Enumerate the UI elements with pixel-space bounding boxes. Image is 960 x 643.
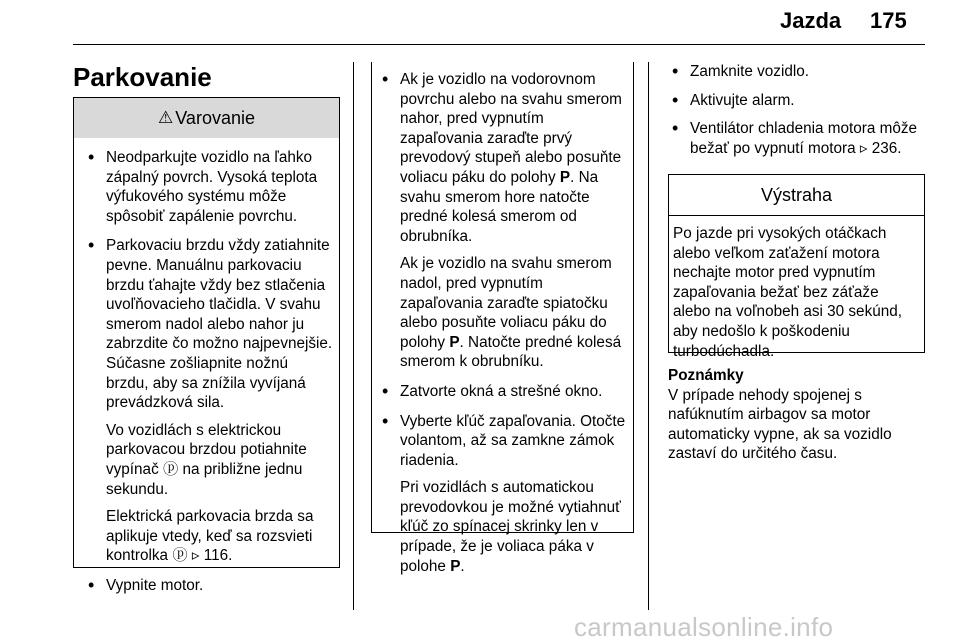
warning-paragraph: Elektrická parkovacia brzda sa aplikuje vtedy, keď sa rozsvieti kontrolka ⓟ ▹ 116. bbox=[106, 508, 314, 565]
section-title: Parkovanie bbox=[73, 62, 212, 92]
instruction-paragraph: • Vyberte kľúč zapaľovania. Otočte volantom, až sa zamkne zámok riadenia. bbox=[400, 412, 626, 469]
right-item: • Ventilátor chladenia motora môže bežať po vypnutí motora ▹ 236. bbox=[668, 119, 928, 158]
instruction-paragraph: Pri vozidlách s automatickou prevodovkou je možné vytiahnuť kľúč zo spínacej skrinky len v prípade, že je voliaca páka v polohe P. bbox=[400, 479, 621, 575]
page-header-title: Jazda bbox=[780, 8, 842, 33]
instruction-paragraph: Ak je vozidlo na svahu smerom nadol, pred vypnutím zapaľovania zaraďte spiatočku alebo posuňte voliacu páku do polohy P. Natočte predné kolesá smerom k obrubníku. bbox=[400, 255, 622, 371]
page-number: 175 bbox=[870, 8, 907, 33]
caution-box-text: Po jazde pri vysokých otáčkach alebo veľkom zaťažení motora nechajte motor pred vypnutím zapaľovania bežať bez záťaže alebo na voľnobeh asi 30 sekúnd, aby nedošlo k poškodeniu turbodúchadla. bbox=[673, 225, 902, 360]
right-column-list bbox=[668, 62, 928, 167]
warning-box-title: Varovanie bbox=[175, 107, 255, 128]
instructions-box bbox=[371, 62, 634, 575]
instruction-item bbox=[378, 70, 629, 372]
warning-paragraph: Vo vozidlách s elektrickou parkovacou brzdou potiahnite vypínač ⓟ na približne jednu sekundu. bbox=[106, 421, 307, 498]
column-divider-left bbox=[353, 62, 354, 610]
instruction-paragraph: • Ak je vozidlo na vodorovnom povrchu alebo na svahu smerom nahor, pred vypnutím zapaľovania zaraďte prvý prevodový stupeň alebo posuňte voliacu páku do polohy P. Na svahu smerom hore natočte predné kolesá smerom od obrubníka. bbox=[400, 71, 622, 245]
caution-box bbox=[668, 174, 925, 360]
warning-item bbox=[84, 236, 333, 566]
warning-box-header bbox=[74, 97, 339, 138]
warning-box bbox=[73, 97, 340, 594]
warning-paragraph: • Parkovaciu brzdu vždy zatiahnite pevne. Manuálnu parkovaciu brzdu ťahajte vždy bez stlačenia uvoľňovacieho tlačidla. V svahu smerom nadol alebo nahor ju zabrzdite čo možno najpevnejšie. Súčasne zošliapnite nožnú brzdu, aby sa znížila vyvíjaná prevádzková sila. bbox=[106, 237, 333, 412]
right-item: • Aktivujte alarm. bbox=[668, 91, 928, 111]
notes-section bbox=[668, 366, 928, 464]
instruction-item: • Zatvorte okná a strešné okno. bbox=[378, 382, 629, 402]
right-item: • Zamknite vozidlo. bbox=[668, 62, 928, 82]
column-divider-right bbox=[648, 62, 649, 610]
watermark: carmanualsonline.info bbox=[574, 612, 834, 642]
instruction-item bbox=[378, 412, 629, 577]
notes-text: V prípade nehody spojenej s nafúknutím airbagov sa motor automaticky vypne, ak sa vozidlo zastaví do určitého času. bbox=[668, 386, 892, 463]
warning-item: • Vypnite motor. bbox=[84, 576, 333, 596]
caution-box-title: Výstraha bbox=[669, 175, 924, 216]
warning-triangle-icon: ⚠ bbox=[158, 108, 174, 127]
notes-title: Poznámky bbox=[668, 367, 744, 384]
warning-item: • Neodparkujte vozidlo na ľahko zápalný povrch. Vysoká teplota výfukového systému môže spôsobiť zapálenie povrchu. bbox=[84, 148, 333, 226]
header-divider bbox=[73, 44, 925, 45]
